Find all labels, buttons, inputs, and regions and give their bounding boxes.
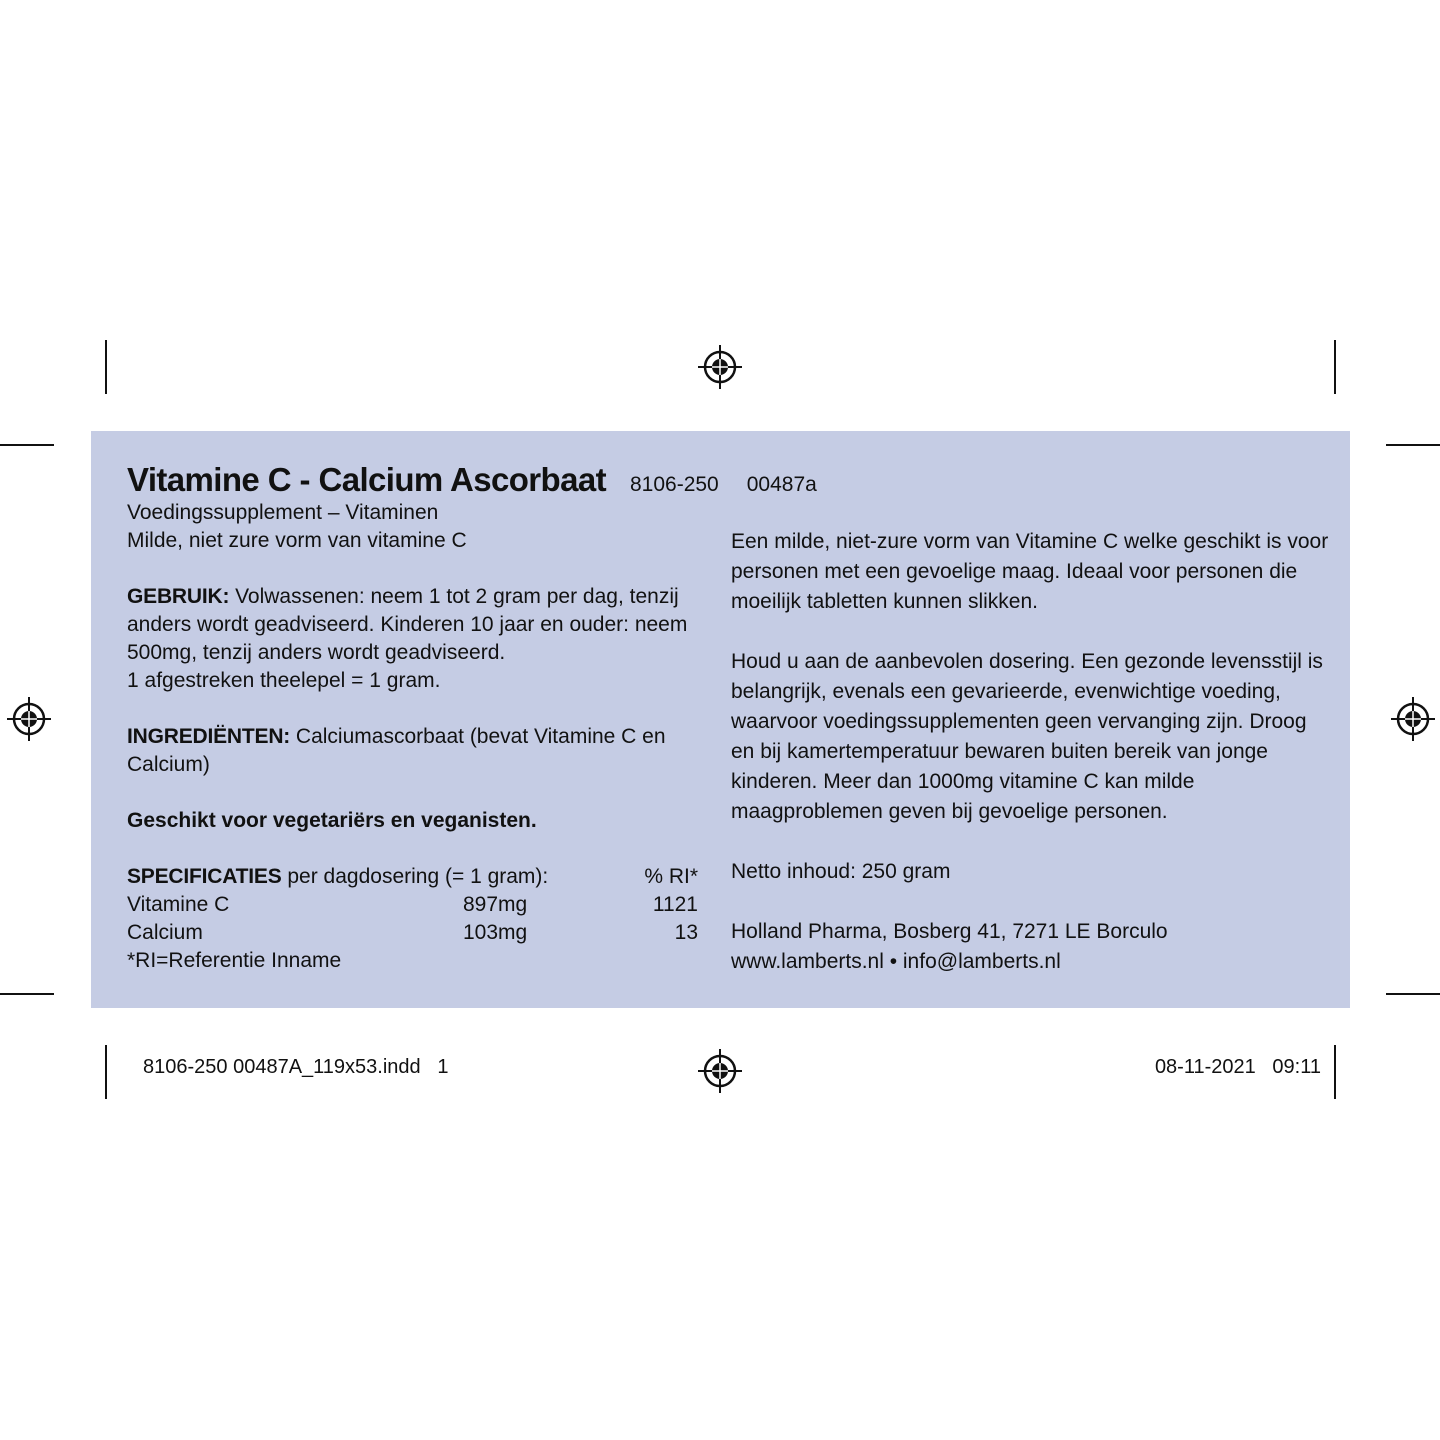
slug-datetime: 08-11-2021 09:11: [1154, 1056, 1321, 1078]
specifications-per: per dagdosering (= 1 gram):: [281, 865, 549, 888]
table-row: [127, 919, 702, 947]
net-content: Netto inhoud: 250 gram: [731, 860, 951, 883]
label-right-column: [731, 527, 1331, 977]
product-title: Vitamine C - Calcium Ascorbaat: [127, 461, 606, 498]
product-version: 00487a: [746, 473, 817, 496]
crop-mark-top-left: [105, 340, 107, 394]
nutrient-name: Vitamine C: [127, 893, 230, 916]
specifications-header: [127, 863, 702, 891]
crop-mark-right-bottom: [1386, 993, 1440, 995]
description-paragraph: Een milde, niet-zure vorm van Vitamine C welke geschikt is voor personen met een gevoelige maag. Ideaal voor personen die moeilijk tabletten kunnen slikken.: [731, 530, 1329, 613]
crop-mark-left-bottom: [0, 993, 54, 995]
nutrient-name: Calcium: [127, 921, 203, 944]
usage-text: Volwassenen: neem 1 tot 2 gram per dag, tenzij: [229, 585, 679, 608]
nutrient-amount: 103mg: [463, 921, 528, 944]
crop-mark-left-top: [0, 444, 54, 446]
crop-mark-top-right: [1334, 340, 1336, 394]
product-subtitle-description: Milde, niet zure vorm van vitamine C: [127, 529, 467, 552]
product-subtitle-category: Voedingssupplement – Vitaminen: [127, 501, 439, 524]
specifications-section: [127, 863, 702, 975]
product-label: [91, 431, 1350, 1008]
registration-mark-icon: [6, 696, 52, 742]
title-row: [127, 461, 817, 499]
specifications-label: SPECIFICATIES: [127, 865, 282, 888]
usage-text: 500mg, tenzij anders wordt geadviseerd.: [127, 641, 506, 664]
ingredients-text: Calcium): [127, 753, 210, 776]
nutrient-amount: 897mg: [463, 893, 528, 916]
crop-mark-right-top: [1386, 444, 1440, 446]
nutrient-ri: 1121: [652, 893, 698, 916]
footnote-text: *RI=Referentie Inname: [127, 949, 342, 972]
usage-label: GEBRUIK:: [127, 585, 230, 608]
ingredients-section: [127, 723, 702, 779]
crop-mark-bottom-left: [105, 1045, 107, 1099]
nutrient-ri: 13: [674, 921, 698, 944]
product-code: 8106-250: [629, 473, 719, 496]
usage-section: [127, 583, 702, 695]
registration-mark-icon: [697, 344, 743, 390]
usage-text: anders wordt geadviseerd. Kinderen 10 jaar en ouder: neem: [127, 613, 688, 636]
company-contact: www.lamberts.nl • info@lamberts.nl: [731, 950, 1061, 973]
slug-file-name: 8106-250 00487A_119x53.indd 1: [143, 1056, 449, 1078]
crop-mark-bottom-right: [1334, 1045, 1336, 1099]
warning-paragraph: Houd u aan de aanbevolen dosering. Een gezonde levensstijl is belangrijk, evenals een gevarieerde, evenwichtige voeding, waarvoor voedingssupplementen geen vervanging zijn. Droog en bij kamertemperatuur bewaren buiten bereik van jonge kinderen. Meer dan 1000mg vitamine C kan milde maagproblemen geven bij gevoelige personen.: [731, 650, 1323, 823]
company-info: [731, 917, 1331, 977]
usage-text: 1 afgestreken theelepel = 1 gram.: [127, 669, 441, 692]
registration-mark-icon: [1390, 696, 1436, 742]
suitability-statement: Geschikt voor vegetariërs en veganisten.: [127, 809, 537, 832]
company-address: Holland Pharma, Bosberg 41, 7271 LE Borculo: [731, 920, 1168, 943]
ri-header: % RI*: [644, 865, 698, 888]
ingredients-text: Calciumascorbaat (bevat Vitamine C en: [290, 725, 666, 748]
specifications-footnote: [127, 947, 702, 975]
ingredients-label: INGREDIËNTEN:: [127, 725, 291, 748]
table-row: [127, 891, 702, 919]
registration-mark-icon: [697, 1048, 743, 1094]
label-left-column: [127, 461, 817, 975]
